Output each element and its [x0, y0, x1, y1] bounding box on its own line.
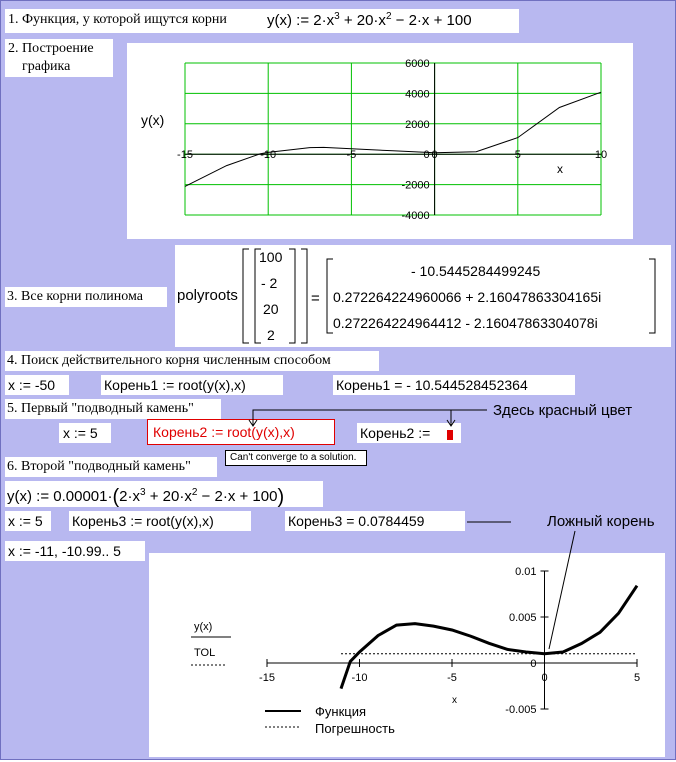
plot-1-y-tick: 0: [423, 149, 430, 162]
plot-1-x-tick: 5: [514, 149, 521, 162]
range-assign-text: x := -11, -10.99.. 5: [8, 543, 121, 559]
section-2-heading-cont: графика: [22, 59, 71, 74]
plot-2-tol-label: TOL: [194, 647, 216, 659]
plot-1-y-tick: 4000: [405, 88, 430, 101]
section-3-heading: 3. Все корни полинома: [7, 289, 144, 304]
plot-1-y-tick: -4000: [401, 210, 430, 222]
function-definition: y(x) := $2\cdot x^3 + 20\cdot x^2 - 2\cdot x + 100$: [267, 11, 472, 29]
section-4-heading: 4. Поиск действительного корня численным способом: [7, 353, 331, 368]
annotation-red-color: Здесь красный цвет: [493, 402, 633, 419]
coeff-0: 100: [259, 249, 283, 265]
x-assign-1-text: x := -50: [8, 377, 56, 393]
coeff-3: 2: [267, 327, 275, 343]
section-6-heading: 6. Второй "подводный камень": [7, 459, 191, 474]
scaled-function-text: y(x) := $0.00001\cdot(2\cdot x^3 + 20\cdot x^2 - 2\cdot x + 100)$: [7, 486, 285, 508]
plot-2-y-label: y(x): [194, 621, 213, 633]
plot-2-x-tick: -15: [259, 672, 275, 684]
plot-2-x-tick: -5: [447, 672, 457, 684]
plot-2-x-tick: 5: [633, 672, 641, 684]
plot-1-y-tick: -2000: [401, 179, 430, 192]
legend-tolerance-label: Погрешность: [315, 721, 395, 736]
plot-2-x-label: x: [452, 695, 457, 706]
root-1: 0.272264224960066 + 2.16047863304165i: [333, 289, 602, 305]
plot-1-x-tick: 0: [431, 149, 438, 162]
plot-1-y-tick: 6000: [405, 58, 430, 70]
plot-2-x-tick: -10: [351, 672, 368, 684]
plot-2-y-tick: -0.005: [505, 704, 537, 716]
section-5-heading: 5. Первый "подводный камень": [7, 401, 194, 416]
plot-1-x-tick: 10: [594, 149, 608, 162]
root-def-3-text: Корень3 := root(y(x),x): [72, 513, 214, 529]
root-result-1-text: Корень1 = - 10.544528452364: [336, 377, 528, 393]
plot-1-x-label: x: [557, 162, 563, 176]
plot-1-y-label: y(x): [141, 112, 165, 128]
x-assign-2-text: x := 5: [63, 425, 98, 441]
x-assign-3-text: x := 5: [8, 513, 43, 529]
coeff-2: 20: [263, 301, 279, 317]
root-def-1-text: Корень1 := root(y(x),x): [104, 377, 246, 393]
annotation-arrows: [1, 1, 676, 761]
plot-1-x-tick: -5: [346, 149, 357, 162]
root-result-2-text: Корень2 :=: [360, 425, 431, 441]
svg-text:=: =: [311, 290, 320, 307]
root-def-2-text: Корень2 := root(y(x),x): [153, 424, 295, 440]
plot-2-y-tick: 0.005: [508, 612, 537, 624]
plot-1-y-tick: 2000: [405, 118, 430, 131]
coeff-1: - 2: [261, 275, 278, 291]
root-0: - 10.5445284499245: [411, 263, 541, 279]
root-result-3-text: Корень3 = 0.0784459: [288, 513, 425, 529]
plot-2-y-tick: 0.01: [515, 566, 537, 578]
plot-1-x-tick: -10: [260, 149, 277, 162]
plot-1-x-tick: -15: [177, 149, 193, 162]
section-1-heading: 1. Функция, у которой ищутся корни: [8, 12, 227, 27]
error-tooltip: Can't converge to a solution.: [225, 450, 367, 466]
plot-2-x-tick: 0: [541, 672, 548, 684]
polyroots-label: polyroots: [177, 287, 238, 304]
root-2: 0.272264224964412 - 2.16047863304078i: [333, 315, 598, 331]
legend-function-label: Функция: [315, 704, 366, 719]
section-2-heading: 2. Построение: [8, 41, 94, 56]
plot-2-y-tick: 0: [530, 658, 537, 670]
annotation-false-root: Ложный корень: [547, 513, 655, 530]
